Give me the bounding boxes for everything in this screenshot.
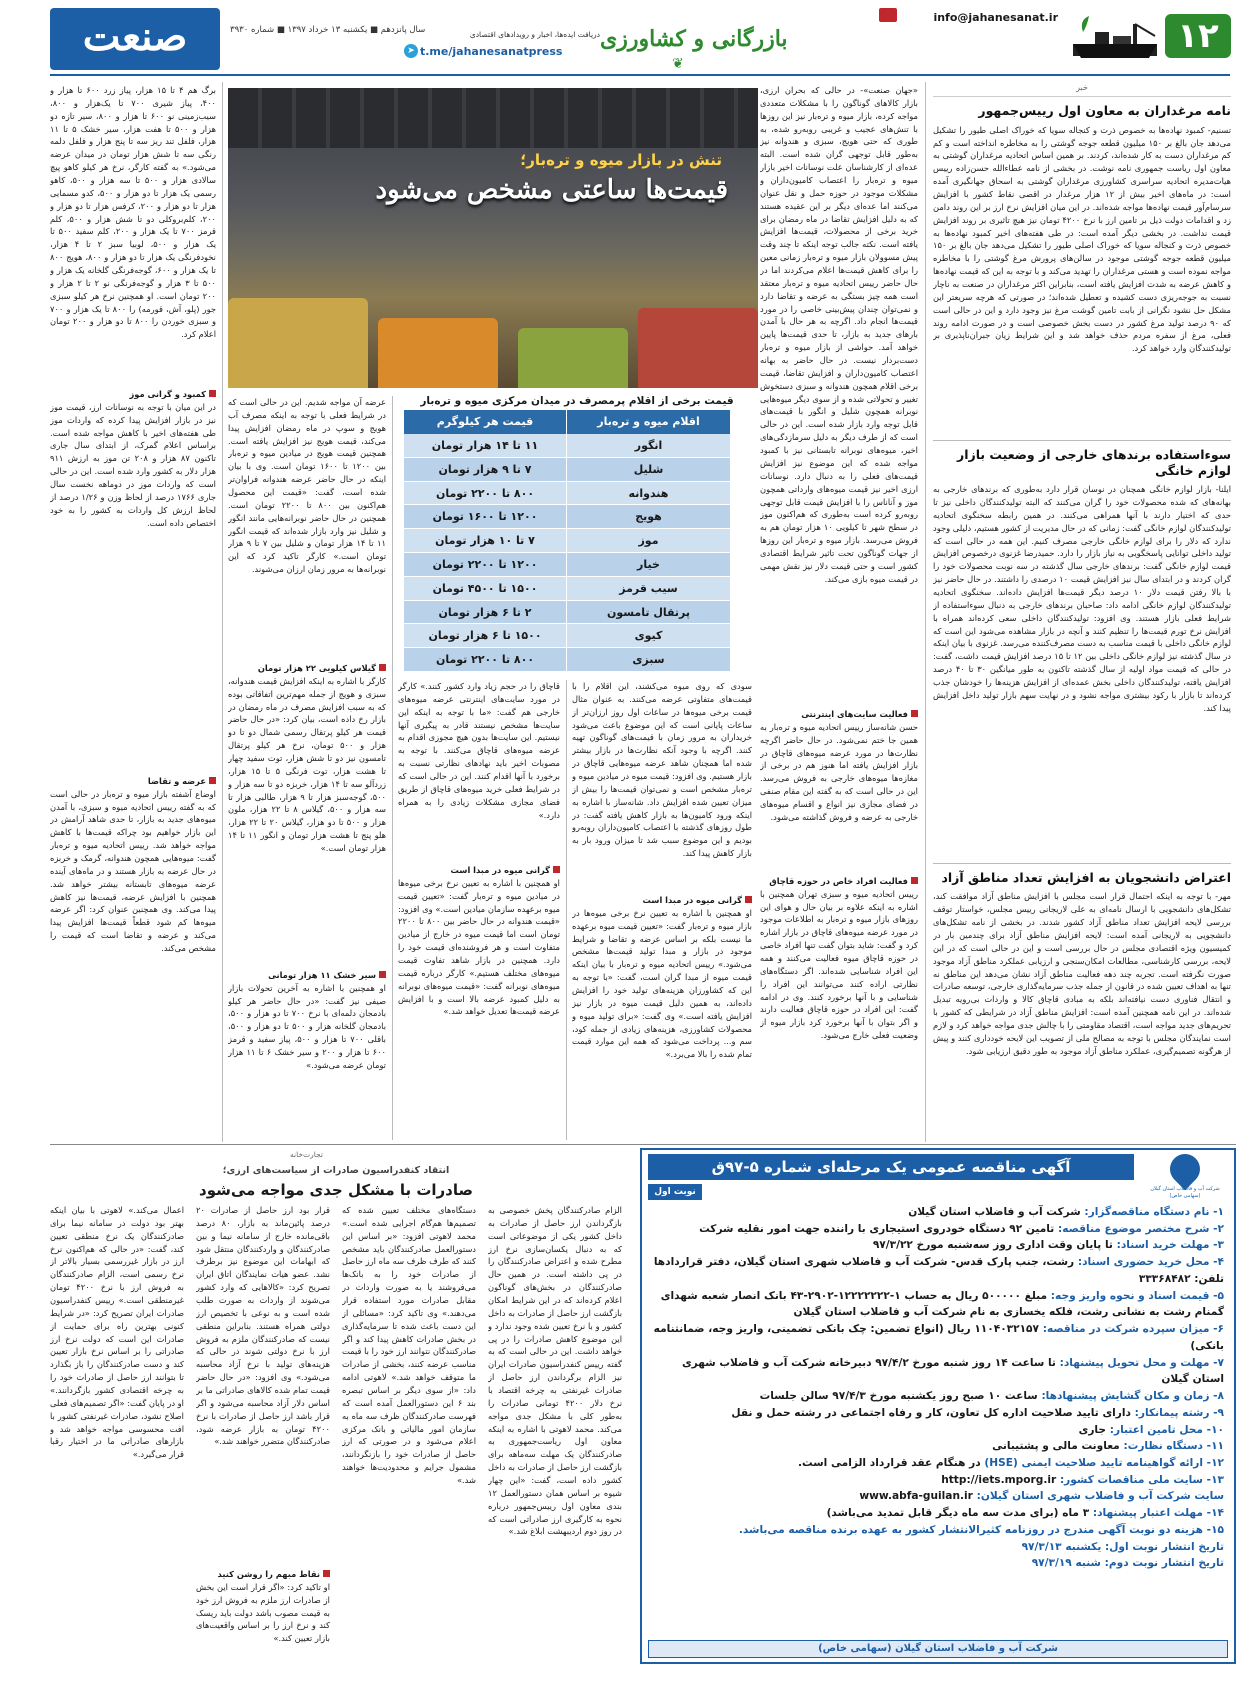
photo-fruit-stack [518,328,628,388]
news-title-2: سوءاستفاده برندهای خارجی از وضعیت بازار لوازم خانگی [957,446,1231,478]
price-table-header [404,410,730,434]
tender-item-value: جاری [1078,1423,1107,1436]
article-subhead: گرانی میوه در مبدا است [398,864,560,877]
article-text: رییس اتحادیه میوه و سبزی تهران همچنین با اشاره به اینکه علاوه بر بیان حال و هوای این روزهای بازار میوه و تره‌بار به اطلاعات موجود در مورد عرضه میوه‌های قاچاق در بازار اشاره کرد و گفت: شاید بتوان گفت تنها افراد خاصی در حوزه قاچاق میوه فعالیت می‌کنند و همه این افراد شناسایی شده‌اند. اگر دستگاه‌های نظارتی اراده کنند می‌توانند این افراد را شناسایی و با آنها برخورد کنند. وی در ادامه گفت: این افراد در حوزه قاچاق فعالیت دارند و اگر بتوان با آنها برخورد کرد بازار میوه از وضعیت فعلی خارج می‌شود. [760,888,918,1041]
tender-item-key: ۱۲- ارائه گواهینامه تایید صلاحیت ایمنی (HSE) [984,1457,1224,1470]
section-title: بازرگانی و کشاورزی [600,26,788,52]
issue-line: سال پانزدهم ■ یکشنبه ۱۳ خرداد ۱۳۹۷ ■ شماره ۳۹۳۰ [230,25,426,35]
article-subhead: سیر خشک ۱۱ هزار تومانی [228,969,386,982]
tender-item-key: ۷- مهلت و محل تحویل پیشنهاد: [1059,1356,1224,1369]
tender-title: آگهی مناقصه عمومی یک مرحله‌ای شماره ۵-۹۷ق [648,1154,1134,1180]
price-table [404,410,730,672]
water-company-logo [1142,1154,1228,1200]
tender-item [652,1522,1224,1539]
article-text: در این میان با توجه به نوسانات ارز، قیمت موز نیز در بازار افزایش پیدا کرده که واردات موز طی هفته‌های اخیر با کاهش مواجه شده است. براساس اعلام گمرک، از ابتدای سال جاری تاکنون ۸۷ هزار و ۲۰۸ تن موز به ارزش ۹۱۱ هزار دلار به کشور وارد شده است. این در حالی است که واردات موز در دوماهه نخست سال جاری ۱۷۶۶ درصد از لحاظ وزن و ۱/۲۶ درصد از لحاظ ارزش کل واردات به کشور را به خود اختصاص داده است. [50,401,216,528]
photo-fruit-stack [378,318,498,388]
tender-item-value: تا ساعت ۱۴ روز شنبه مورخ ۹۷/۴/۲ دبیرخانه شرکت آب و فاضلاب شهری استان گیلان [681,1356,1224,1386]
market-photo [228,88,758,388]
divider [933,863,1231,864]
article-column-4 [228,396,386,1140]
water-drop-icon [1164,1148,1206,1190]
tender-item [652,1405,1224,1422]
price-item: هویج [635,510,662,524]
export-tag: تجارت‌خانه [290,1150,323,1159]
photo-fruit-stack [638,308,758,388]
page-header [0,0,1253,76]
tender-item-key: ۱۳- سایت ملی مناقصات کشور: [1059,1473,1224,1486]
news-title-1: نامه مرغداران به معاون اول رییس‌جمهور [978,103,1231,119]
price-item: موز [638,534,659,548]
logo-caption: شرکت آب و فاضلاب استان گیلان (سهامی خاص) [1150,1186,1220,1200]
tender-item-value: تامین ۹۲ دستگاه خودروی استیجاری با راننده جهت امور نقلیه شرکت [699,1222,1055,1235]
photo-roof [228,88,758,148]
price-value: ۸۰۰ تا ۲۲۰۰ تومان [404,648,567,671]
tender-item [652,1438,1224,1455]
divider [933,440,1231,441]
column-rule [925,82,926,1142]
tender-item-key: ۱۱- دستگاه نظارت: [1123,1440,1224,1453]
photo-fruit-stack [228,298,368,388]
tender-item [652,1321,1224,1354]
square-bullet-icon [379,971,386,978]
tender-item-key: ۱۵- هزینه دو نوبت آگهی مندرج در روزنامه کثیرالانتشار کشور به عهده برنده مناقصه می‌باشد. [738,1523,1224,1536]
article-text: اوضاع آشفته بازار میوه و تره‌بار در حالی است که به گفته رییس اتحادیه میوه و سبزی، با آمدن میوه‌های جدید به بازار، تا حدی شاهد آرامش در این بازار خواهیم بود چراکه قیمت‌ها با کاهش مواجه خواهد شد. رییس اتحادیه میوه و تره‌بار گفت: میوه‌هایی همچون هندوانه، گرمک و خربزه در حال عرضه به بازار هستند و در ماه‌های آینده عرضه میوه‌های تابستانه بیشتر خواهد شد. همچنین با افزایش عرضه، قیمت‌ها نیز کاهش پیدا می‌کند. وی همچنین عنوان کرد: اگر عرضه میوه‌ها کم شود قطعاً قیمت‌ها افزایش پیدا می‌کند و عرضه و تقاضا است که قیمت را مشخص می‌کند. [50,788,216,954]
price-item: سبزی [632,653,665,667]
leaf-icon: ❦ [672,56,684,72]
article-subhead: نقاط مبهم را روشن کنید [196,1568,330,1581]
tender-item-value: معاونت مالی و پشتیبانی [992,1440,1120,1453]
column-header-price: قیمت هر کیلوگرم [404,410,567,434]
price-row [404,648,730,672]
article-text: اعمال می‌کند.» لاهوتی با بیان اینکه بهتر بود دولت در سامانه نیما برای صادرکنندگان یک نرخ منطقی تعیین کند، گفت: «در حالی که هم‌اکنون نرخ ارز در بازار غیررسمی بسیار بالاتر از نرخ رسمی است، الزام صادرکنندگان به فروش ارز با نرخ ۴۲۰۰ تومان غیرمنطقی است.» رییس کنفدراسیون صادرات ایران تصریح کرد: «در شرایط کنونی بهترین راه برای حمایت از صادرات این است که دولت نرخ ارز صادراتی را بر اساس نرخ بازار تعیین کند و دست صادرکنندگان را باز بگذارد تا بتوانند ارز حاصل از صادرات خود را به چرخه اقتصادی کشور بازگردانند.» او در پایان گفت: «اگر تصمیم‌های فعلی اصلاح نشود، صادرات غیرنفتی کشور با افت محسوسی مواجه خواهد شد و بازارهای صادراتی ما در اختیار رقبا قرار می‌گیرد.» [50,1205,184,1460]
price-item: پرتقال تامسون [606,605,691,619]
news-body-1: تسنیم- کمبود نهاده‌ها به خصوص ذرت و کنجاله سویا که خوراک اصلی طیور را تشکیل می‌دهد جان بالغ بر ۱۵۰ میلیون قطعه جوجه گوشتی را به مخاطره انداخته است و کم کم مرغداران دست به کار شده‌اند، کردند. بر همین اساس اتحادیه مرغداران گوشتی به معاون اول ریاست جمهوری نامه نوشت. در بخشی از نامه عطاءالله حسن‌زاده رییس هیات‌مدیره اتحادیه سراسری کشاورزی مرغداران گوشتی به اسحاق جهانگیری آمده است: در ماه‌های اخیر بیش از ۱۲ هزار مرغدار در اقصی نقاط کشور با افزایش سرسام‌آور قیمت نهاده‌ها مواجه شده‌اند. در این میان افزایش نرخ ارز بر این روند دامن زد و اقدامات دولت ذیل بر تامین ارز با نرخ ۴۲۰۰ تومان نیز هیچ تاثیری بر روند افزایش قیمت نداشت. در بخشی دیگر آمده است: در طی هفته‌های اخیر کمبود نهاده‌ها به خصوص ذرت و کنجاله سویا که خوراک اصلی طیور را تشکیل می‌دهد جان بالغ بر ۱۵۰ میلیون قطعه جوجه گوشتی موجود در سالن‌های پرورش مرغ گوشتی را با مخاطره مواجه نموده است و هستی مرغداران را تهدید می‌کند و با توجه به این که قیمت نهاده‌ها و کاهش عرضه به شدت افزایش یافته است، بنابراین اکثر مرغداران در صنعت به ناچار نسبت به جوجه‌ریزی دست کشیده و تعطیل شده‌اند؛ در صورتی که هرچه سریعتر این مشکل حل نشود نگرانی از بابت تامین گوشت مرغ نیز وجود دارد و این در حالی است که ۹۰ درصد تولید مرغ کشور در دست بخش خصوصی است و در صورت ادامه روند فعلی، مرغ از سفره مردم حذف خواهد شد و این شرایط زیان جبران‌ناپذیری بر تولیدکنندگان وارد خواهد کرد. [933,124,1231,354]
article-text: دستگاه‌های مختلف تعیین شده که تصمیم‌ها هم‌گام اجرایی شده است.» محمد لاهوتی افزود: «بر اساس این دستورالعمل صادرکنندگان باید مشخص کنند که طرف ظرف سه ماه ارز حاصل از صادرات خود را به بانک‌ها می‌فروشند یا به صورت واردات در مقابل صادرات مورد استفاده قرار می‌دهند.» وی تاکید کرد: «مسائلی از این دست باعث شده تا سرمایه‌گذاری در بخش صادرات کاهش پیدا کند و اگر صادرکنندگان نتوانند ارز خود را با قیمت مناسب عرضه کنند، بخشی از صادرات ما متوقف خواهد شد.» لاهوتی ادامه داد: «از سوی دیگر بر اساس تبصره بند ۶ این دستورالعمل آمده است که فهرست صادرکنندگان ظرف سه ماه به سازمان امور مالیاتی و بانک مرکزی اعلام می‌شود و در صورتی که ارز حاصل از صادرات خود را بازنگردانند، مشمول جرایم و محدودیت‌ها خواهند شد.» [342,1205,476,1486]
tender-item-key: ۱۴- مهلت اعتبار پیشنهاد: [1092,1507,1224,1520]
tender-item-key: ۸- زمان و مکان گشایش پیشنهادها: [1041,1390,1224,1403]
square-bullet-icon [553,866,560,873]
price-row [404,553,730,577]
article-text: برگ هم ۴ تا ۱۵ هزار، پیاز زرد ۶۰۰ تا هزار و ۴۰۰، پیاز شیری ۷۰۰ تا یک‌هزار و ۸۰۰، سیب‌زمینی نو ۶۰۰ تا هزار و ۸۰۰، سیر تازه دو هزار و ۵۰۰ تا هفت هزار، سیر خشک ۵ تا ۱۱ هزار، فلفل تند ریز سه تا پنج هزار و فلفل دلمه رنگی سه تا شش هزار تومان در میدان عرضه می‌شود.» به گفته کارگر، نرخ هر کیلو کاهو پیچ سالادی هزار و ۵۰۰ تا سه هزار و ۵۰۰، کاهو رسمی یک هزار تا دو هزار و ۵۰۰، کدو مسمایی هزار تا دو هزار و ۲۰۰، کرفس هزار تا دو هزار و ۲۰۰، کلم‌بروکلی دو تا شش هزار و ۵۰۰، کلم قرمز ۷۰۰ تا یک هزار و ۲۰۰، کلم سفید ۵۰۰ تا یک هزار و ۵۰۰، لوبیا سبز ۲ تا ۴ هزار، نخودفرنگی یک هزار تا دو هزار و ۸۰۰، هویج ۸۰۰ تا یک هزار و ۶۰۰، گوجه‌فرنگی گلخانه یک هزار و ۵۰۰ تا ۳ هزار و گوجه‌فرنگی نو ۲ تا ۲ هزار و ۲۰۰ تومان است. او همچنین نرخ هر کیلو سبزی جور (پلو، آش، قورمه) را ۸۰۰ تا یک هزار و ۷۰۰ و سبزی خوردن را ۸۰۰ تا دو هزار و ۲۰۰ تومان اعلام کرد. [50,85,216,340]
tender-item-key: ۵- قیمت اسناد و نحوه واریز وجه: [1050,1289,1224,1302]
price-item: کیوی [634,629,663,643]
news-body-3: مهر- با توجه به اینکه احتمال قرار است مجلس با افزایش مناطق آزاد موافقت کند، تشکل‌های دانشجویی با ارسال نامه‌ای به علی لاریجانی رییس مجلس، خواستار توقف بررسی لایحه افزایش تعداد مناطق آزاد کشور شدند. در بخشی از نامه تشکل‌های دانشجویی به لاریجانی آمده است: لایحه افزایش مناطق آزاد برای چندمین بار در کمیسیون ویژه اقتصادی مجلس در حال بررسی است و این در حالی است که در این لایحه، بررسی کارشناسی، مطالعات امکان‌سنجی و ارزیابی عملکرد مناطق آزاد موجود صورت نگرفته است. تجربه چند دهه فعالیت مناطق آزاد نشان می‌دهد این مناطق نه تنها به اهداف تعیین شده در قانون از جمله جذب سرمایه‌گذاری خارجی، توسعه صادرات و انتقال فناوری دست نیافته‌اند بلکه به مبادی قاچاق کالا و واردات بی‌رویه تبدیل شده‌اند. در این نامه همچنین آمده است: افزایش مناطق آزاد در شرایطی که کشور با تحریم‌های جدید مواجه است، اقتصاد مقاومتی را با چالش جدی مواجه خواهد کرد و لازم است نمایندگان مجلس با توجه به مصالح ملی از تصویب این لایحه خودداری کنند و پیش از هرگونه تصمیم‌گیری، عملکرد مناطق آزاد موجود به طور دقیق ارزیابی شود. [933,891,1231,1056]
tender-item [652,1388,1224,1405]
telegram-link[interactable]: t.me/jahanesanatpress [420,45,563,58]
article-text: قرار بود ارز حاصل از صادرات ۲۰ درصد پائین‌ماند به بازار، ۸۰ درصد باقی‌مانده خارج از سامانه نیما و بین صادرکنندگان و واردکنندگان منتقل شود که ابهامات این موضوع نیز برطرف نشد. عضو هیات نمایندگان اتاق ایران تصریح کرد: «کالاهایی که وارد کشور می‌شوند از واردات به صورت طلب شده است و به نوعی با تخصیص ارز دولتی همراه هستند. بنابراین منطقی نیست که صادرکنندگان ملزم به فروش ارز با نرخ دولتی شوند در حالی که هزینه‌های تولید با نرخ آزاد محاسبه می‌شود.» وی افزود: «در حال حاضر قیمت تمام شده کالاهای صادراتی ما بر اساس دلار آزاد محاسبه می‌شود و اگر قرار باشد ارز حاصل از صادرات با نرخ ۴۲۰۰ تومان به بازار عرضه شود، صادرکنندگان متضرر خواهند شد.» [196,1205,330,1447]
square-bullet-icon [911,877,918,884]
tender-item-key: سایت شرکت آب و فاضلاب شهری استان گیلان: [976,1490,1224,1503]
article-subhead: فعالیت افراد خاص در حوزه قاچاق [760,875,918,888]
tender-item [652,1422,1224,1439]
export-column-1 [488,1204,622,1660]
tender-item [652,1488,1224,1505]
export-article [50,1148,622,1660]
price-value: ۱۵۰۰ تا ۴۵۰۰ تومان [404,577,567,600]
article-text: او همچنین با اشاره به تعیین نرخ برخی میوه‌ها در بازار میوه و تره‌بار گفت: «تعیین قیمت میوه برعهده ما نیست بلکه بر اساس عرضه و تقاضا و شرایط موجود در بازار و مبدا تولید قیمت‌ها مشخص می‌شود.» رییس اتحادیه میوه و تره‌بار با بیان اینکه قیمت میوه از مبدا گران است، گفت: «با توجه به این که کشاورزان هزینه‌های تولید خود را افزایش داده‌اند، به همین دلیل قیمت میوه در بازار نیز افزایش یافته است.» وی گفت: «برای تولید میوه و محصولات کشاورزی، هزینه‌های زیادی از جمله کود، سم و... پرداخت می‌شود که همه این موارد قیمت تمام شده را بالا می‌برد.» [572,907,752,1060]
article-column-3 [398,680,560,1140]
article-text: سودی که روی میوه می‌کشند، این اقلام را با قیمت‌های متفاوتی عرضه می‌کنند. به عنوان مثال قیمت برخی میوه‌ها در ساعات اول روز ارزان‌تر از ساعات پایانی است که این موضوع باعث می‌شود خریداران به مرور زمان با قیمت‌های گوناگون تهیه کنند. اگرچه با وجود آنکه نظارت‌ها در بازار بیشتر شده اما همچنان شاهد عرضه میوه‌هایی قاچاق در بازار هستیم. وی افزود: قیمت میوه در میادین میوه و تره‌بار مشخص است و نمی‌توان قیمت‌ها را بیش از میزان تعیین شده افزایش داد. شانه‌ساز با اشاره به اینکه ورود کامیون‌ها به بازار کاهش یافته گفت: در طول روزهای گذشته با اعتصاب کامیون‌داران روبه‌رو بودیم و این موضوع سبب شد تا میزان ورود بار به بازار کاهش پیدا کند. [572,681,752,859]
article-subhead: عرضه و تقاضا [50,775,216,788]
article-text: او تاکید کرد: «اگر قرار است این بخش از صادرات ارز ملزم به فروش ارز خود به قیمت مصوب باشد دولت باید ریسک کند و نرخ ارز را بر اساس واقعیت‌های بازار تعیین کند.» [196,1581,330,1644]
export-column-2 [342,1204,476,1660]
price-row [404,482,730,506]
news-label: خبر [933,82,1231,97]
tender-turn: نوبت اول [648,1184,702,1200]
tender-item [652,1472,1224,1489]
tender-items [652,1204,1224,1572]
square-bullet-icon [323,1570,330,1577]
tender-item [652,1455,1224,1472]
column-rule [566,680,567,1140]
square-bullet-icon [209,777,216,784]
price-row [404,505,730,529]
price-row [404,601,730,625]
price-table-title: قیمت برخی از اقلام پرمصرف در میدان مرکزی میوه و تره‌بار [420,395,734,407]
export-title: صادرات با مشکل جدی مواجه می‌شود [199,1181,473,1199]
article-kicker: تنش در بازار میوه و تره‌بار؛ [520,151,722,169]
tender-item-key: ۶- میزان سپرده شرکت در مناقصه: [1042,1323,1224,1336]
price-item: هندوانه [628,486,669,500]
tender-item-key: ۱۰- محل تامین اعتبار: [1109,1423,1224,1436]
square-bullet-icon [745,896,752,903]
tender-item-value: ۳ ماه (برای مدت سه ماه دیگر قابل تمدید می‌باشد) [826,1507,1090,1520]
telegram-text: دریافت ایده‌ها، اخبار و رویدادهای اقتصادی [469,30,600,39]
export-column-4 [50,1204,184,1660]
export-column-3 [196,1204,330,1660]
tender-item-key: ۲- شرح مختصر موضوع مناقصه: [1057,1222,1224,1235]
price-value: ۱۲۰۰ تا ۱۶۰۰ تومان [404,505,567,528]
tender-item-value: تا پایان وقت اداری روز سه‌شنبه مورخ ۹۷/۳/۲۲ [872,1239,1113,1252]
tender-item-key: ۹- رشته پیمانکار: [1134,1406,1224,1419]
mail-icon [879,8,897,22]
tender-item [652,1355,1224,1388]
article-text: «جهان صنعت»- در حالی که بحران ارزی، بازار کالاهای گوناگون را با مشکلات متعددی مواجه کرده، بازار میوه و تره‌بار نیز این روزها با تنش‌های عجیب و غریبی روبه‌رو شده، به طوری که حتی هویج، سبزی و هندوانه نیز به‌طور قابل توجهی گران شده است. البته عده‌ای از کارشناسان علت نوسانات اخیر بازار میوه و تره‌بار را اعتصاب کامیون‌داران و مشکلات موجود در حوزه حمل و نقل عنوان می‌کنند اما عده‌ای دیگر بر این عقیده هستند که به دلیل افزایش تقاضا در ماه رمضان برای خرید برخی از محصولات، قیمت‌ها افزایش یافته است. نکته جالب توجه اینکه تا چند وقت پیش مسوولان بازار میوه و تره‌بار زمانی معین را برای کاهش قیمت‌ها اعلام می‌کردند اما در حال حاضر رییس اتحادیه میوه و تره‌بار معتقد است همه چیز بستگی به عرضه و تقاضا دارد و نمی‌توان چندان پیش‌بینی خاصی را در مورد قیمت‌ها انجام داد. اگرچه به هر حال با آمدن بارهای جدید به بازار، تا حدی قیمت‌ها پایین خواهد آمد. حواشی از بازار میوه و تره‌بار دست‌بردار نیست. در حال حاضر به بهانه اعتصاب کامیون‌داران و افزایش تقاضا، قیمت برخی اقلام همچون هندوانه و سبزی دستخوش تغییر و تحولاتی شده و از سوی دیگر میوه‌هایی نوبرانه همچون شلیل و انگور با قیمت‌های قابل توجه وارد بازار شده است. این در حالی است که از طرف دیگر به دلیل سرمازدگی‌های اخیر، میوه‌های نوبرانه تابستانی نیز با کمبود مواجه شده که این موضوع نیز افزایش قیمت‌های فعلی را به دنبال دارد. نوسانات ارزی اخیر نیز قیمت میوه‌های وارداتی همچون موز و آناناس را با افزایش قیمت قابل توجهی روبه‌رو کرده است به‌طوری که هم‌اکنون موز در سطح شهر تا کیلویی ۱۰ هزار تومان هم به فروش می‌رسد. بازار میوه و تره‌بار این روزها از جهات گوناگون تحت تاثیر شرایط اقتصادی کشور است و حتی قیمت دلار نیز نقش مهمی در قیمت میوه بازی می‌کند. [760,85,918,584]
price-item: خیار [637,557,660,571]
tender-item-value: در هنگام عقد قرارداد الزامی است. [797,1457,981,1470]
price-value: ۱۲۰۰ تا ۲۲۰۰ تومان [404,553,567,576]
price-row [404,434,730,458]
price-value: ۱۱ تا ۱۴ هزار تومان [404,434,567,457]
price-value: ۱۵۰۰ تا ۶ هزار تومان [404,624,567,647]
price-item: انگور [634,439,663,452]
article-text: قاچاق را در حجم زیاد وارد کشور کنند.» کارگر در مورد سایت‌های اینترنتی عرضه میوه‌های خارجی هم گفت: «ما با توجه به اینکه این سایت‌ها مشخص نیستند قادر به پیگیری آنها نیستیم. این سایت‌ها بدون هیچ مجوزی اقدام به عرضه میوه‌های قاچاق می‌کنند. با توجه به مصوبات اخیر باید نهادهای نظارتی نسبت به برخورد با آنها اقدام کنند. این در حالی است که در شرایط فعلی خرید میوه‌های قاچاق از طریق فضای مجازی مشکلات زیادی را به همراه دارد.» [398,681,560,820]
article-subhead: فعالیت سایت‌های اینترنتی [760,708,918,721]
tender-item-value: مبلغ ۵۰۰۰۰۰ ریال به حساب ۱-۱۲۲۲۲۲۲۲-۲۹۰۲-۴۳ بانک انصار شعبه شهدای گمنام رشت به نشانی رشت، فلکه یخسازی به نام شرکت آب و فاضلاب استان گیلان [660,1289,1224,1319]
header-email[interactable]: info@jahanesanat.ir [933,11,1058,24]
article-text: کارگر با اشاره به اینکه افزایش قیمت هندوانه، سبزی و هویج از جمله مهم‌ترین اتفاقاتی بوده که به سبب افزایش مصرف در ماه رمضان در بازار رخ داده است، بیان کرد: «در حال حاضر قیمت هر کیلو پرتقال رسمی شمال دو تا دو هزار و ۵۰۰ تومان، نرخ هر کیلو پرتقال تامسون نیز دو تا شش هزار، توت سفید چهار تا هشت هزار، توت فرنگی ۵ تا ۱۵ هزار، زردآلو سه تا ۱۴ هزار، خربزه دو تا سه هزار و ۵۰۰، گوجه‌سبز هزار تا ۹ هزار، طالبی هزار تا سه هزار و ۵۰۰، گیلاس ۸ تا ۲۲ هزار، ملون هزار و ۵۰۰ تا دو هزار، گیلاس ۲۰ تا ۲۲ هزار، هلو پنج تا هشت هزار تومان و انگور ۱۱ تا ۱۴ هزار تومان است.» [228,675,386,854]
price-row [404,529,730,553]
price-item: شلیل [633,462,664,476]
tender-item [652,1204,1224,1221]
article-column-5 [50,84,216,1140]
tender-item [652,1555,1224,1572]
tender-item-value: دارای تایید صلاحیت اداره کل تعاون، کار و رفاه اجتماعی در رشته حمل و نقل [731,1406,1131,1419]
tender-item-value: شرکت آب و فاضلاب استان گیلان [908,1206,1081,1218]
price-value: ۷ تا ۹ هزار تومان [404,458,567,481]
section-rule [50,1144,1236,1145]
price-value: ۷ تا ۱۰ هزار تومان [404,529,567,552]
price-row [404,458,730,482]
news-title-3: اعتراض دانشجویان به افزایش تعداد مناطق آزاد [941,870,1231,886]
tender-item [652,1221,1224,1238]
tender-item [652,1288,1224,1321]
price-value: ۲ تا ۶ هزار تومان [404,601,567,624]
tender-item-key: تاریخ انتشار نوبت اول: یکشنبه ۹۷/۳/۱۳ [1021,1540,1224,1553]
article-subhead: گرانی میوه در مبدا است [572,894,752,907]
article-text: حسن شانه‌ساز رییس اتحادیه میوه و تره‌بار به همین جا ختم نمی‌شود. در حال حاضر اگرچه نظارت‌ها در مورد عرضه میوه‌های قاچاق در بازار افزایش یافته اما هنوز هم در برخی از مغازه‌ها میوه‌های خارجی به فروش می‌رسد. این در حالی است که به گفته این مقام صنفی در فضای مجازی نیز انواع و اقسام میوه‌های خارجی به عرضه و فروش گذاشته می‌شود. [760,721,918,822]
tender-item [652,1505,1224,1522]
column-rule [222,82,223,1142]
tender-item [652,1539,1224,1556]
article-subhead: کمبود و گرانی موز [50,388,216,401]
tender-ad [640,1148,1236,1664]
tender-footer: شرکت آب و فاضلاب استان گیلان (سهامی خاص) [648,1640,1228,1658]
article-text: او همچنین با اشاره به آخرین تحولات بازار صیفی نیز گفت: «در حال حاضر هر کیلو بادمجان دلمه‌ای با نرخ ۷۰۰ تا دو هزار و ۵۰۰، بادمجان گلخانه هزار و ۵۰۰ تا دو هزار و ۵۰۰، باقلی ۷۰۰ تا هزار و ۵۰۰، پیاز سفید و قرمز ۶۰۰ تا هزار و ۲۰۰ و سیر خشک ۶ تا ۱۱ هزار تومان عرضه می‌شود.» [228,982,386,1070]
tender-item-key: ۳- مهلت خرید اسناد: [1116,1239,1224,1252]
article-subhead: گیلاس کیلویی ۲۲ هزار تومان [228,662,386,675]
tender-item-value: ساعت ۱۰ صبح روز یکشنبه مورخ ۹۷/۴/۳ سالن جلسات [759,1390,1038,1403]
page-number: ۱۲ [1165,14,1231,58]
export-kicker: انتقاد کنفدراسیون صادرات از سیاست‌های ارزی؛ [222,1165,450,1176]
article-column-2 [572,680,752,1140]
article-text: الزام صادرکنندگان پخش خصوصی به بازگرداندن ارز حاصل از صادرات به داخل کشور یکی از موضوعاتی است که به دنبال یکسان‌سازی نرخ ارز مطرح شده و اعتراض صادرکنندگان را در پی داشته است. در همین حال صادرکنندگان در بخش‌های گوناگون اعلام کرده‌اند که در این شرایط امکان بازگشت ارز حاصل از صادرات به داخل کشور و با نرخ تعیین شده وجود ندارد و این موضوع کاهش صادرات را در پی خواهد داشت. این در حالی است که به گفته رییس کنفدراسیون صادرات ایران نیز الزام برگرداندن ارز حاصل از صادرات غیرنفتی به چرخه اقتصاد با نرخ دلار ۴۲۰۰ تومانی صادرات را به‌طور کلی با مشکل جدی مواجه می‌کند. محمد لاهوتی با اشاره به اینکه معاون اول ریاست‌جمهوری به صادرکنندگان یک مهلت سه‌ماهه برای بازگشت ارز حاصل از صادرات به داخل کشور داده است، گفت: «این چهار شیوه بر اساس همان دستورالعمل ۱۲ بندی معاون اول رییس‌جمهور درباره نحوه به کارگیری ارز صادراتی است که در روز دوم اردیبهشت ابلاغ شد.» [488,1205,622,1537]
tender-item-value: رشت، جنب پارک قدس- شرکت آب و فاضلاب شهری استان گیلان، دفتر قراردادها تلفن: ۳۳۳۶۸۴۸۲ [653,1256,1224,1285]
telegram-icon: ➤ [404,44,418,58]
cargo-ship-icon [1069,14,1161,62]
news-body-2: ایلنا- بازار لوازم خانگی همچنان در نوسان قرار دارد به‌طوری که برندهای خارجی به بهانه‌های که شده محصولات خود را گران می‌کنند که البته تولیدکنندگان داخلی نیز تا حدی که اختیار دارند با آنها همراهی می‌کنند. در همین رابطه سخنگوی اتحادیه تولیدکنندگان لوازم خانگی گفت: زمانی که در حال مدیریت از کشور هستیم، دلیلی وجود ندارد که دلار را برای لوازم خانگی خارجی مصرف کنیم. این همه در حالی است که تولید داخلی توانایی پاسخگویی به نیاز بازار را دارد. حمیدرضا غزنوی درخصوص افزایش قیمت لوازم خانگی گفت: برندهای خارجی سال گذشته در سه نوبت محصولات خود را گران کردند و در ابتدای سال نیز افزایش قیمت ۱۰ درصدی را داشتند. در حال حاضر نیز با بالا رفتن قیمت دلار ۱۰ درصد دیگر قیمت‌ها افزایش داده‌اند. سخنگوی اتحادیه تولیدکنندگان لوازم خانگی ادامه داد: صاحبان برندهای خارجی به دنبال سوءاستفاده از شرایط فعلی بازار هستند. وی افزود: تولیدکنندگان داخلی سعی کرده‌اند همراه با افزایش نرخ تورم قیمت‌ها را تنظیم کنند و آنچه در بازار مشاهده می‌شود این است که لوازم خانگی داخلی با قیمت مناسب به دست مصرف‌کننده می‌رسد. غزنوی با بیان اینکه در سال گذشته نیز لوازم خانگی داخلی بین ۱۲ تا ۱۵ درصد افزایش قیمت داشت، گفت: در حالی که قیمت مواد اولیه از سال گذشته تاکنون به طور میانگین ۳۰ تا ۴۰ درصد افزایش یافته، تولیدکنندگان داخلی بخش عمده‌ای از افزایش هزینه‌ها را خودشان جذب کرده‌اند تا بازار با رکود بیشتری مواجه نشود و در نهایت سهم بازار تولید داخل افزایش پیدا کند. [933,484,1231,713]
tender-item-value[interactable]: http://iets.mporg.ir [941,1473,1057,1486]
price-item: سیب قرمز [619,581,678,595]
tender-item [652,1237,1224,1254]
price-row [404,577,730,601]
tender-item-key: ۱- نام دستگاه مناقصه‌گزار: [1084,1206,1224,1218]
square-bullet-icon [379,664,386,671]
news-column [933,82,1231,1142]
header-rule [50,74,1230,76]
tender-item-key: تاریخ انتشار نوبت دوم: شنبه ۹۷/۳/۱۹ [1031,1557,1224,1570]
square-bullet-icon [209,390,216,397]
newspaper-logo: صنعت [50,8,220,70]
article-title: قیمت‌ها ساعتی مشخص می‌شود [375,175,728,205]
tender-item-value: ۱۱۰۴۰۳۲۱۵۷ ریال (انواع تضمین: چک بانکی تضمینی، واریز وجه، ضمانتنامه بانکی) [653,1323,1224,1352]
price-row [404,624,730,648]
article-text: او همچنین با اشاره به تعیین نرخ برخی میوه‌ها در میادین میوه و تره‌بار گفت: «تعیین قیمت میوه برعهده سازمان میادین است.» وی افزود: «قیمت هندوانه در حال حاضر بین ۸۰۰ تا ۲۲۰۰ تومان است اما قیمت میوه در خارج از میادین متفاوت است و هر فروشنده‌ای قیمت خود را دارد. همچنین در بازار شاهد تفاوت قیمت میوه‌های مختلف هستیم.» کارگر درباره قیمت میوه‌های نوبرانه گفت: «قیمت میوه‌های نوبرانه به دلیل کمبود عرضه بالا است و با افزایش عرضه قیمت‌ها تعدیل خواهد شد.» [398,877,560,1017]
tender-item [652,1254,1224,1287]
article-text: عرضه آن مواجه شدیم. این در حالی است که در شرایط فعلی با توجه به اینکه مصرف آب هویج و سوپ در ماه رمضان افزایش پیدا می‌کند، قیمت هویج نیز افزایش یافته است. همچنین قیمت هویج در میادین میوه و تره‌بار بین ۱۲۰۰ تا ۱۶۰۰ تومان است. وی با بیان اینکه در حال حاضر عرضه هندوانه فراوان‌تر شده است، گفت: «قیمت این محصول هم‌اکنون بین ۸۰۰ تا ۲۲۰۰ تومان است. همچنین در حال حاضر نوبرانه‌هایی مانند انگور و شلیل نیز وارد بازار شده‌اند که قیمت انگور ۱۱ تا ۱۴ هزار تومان و شلیل بین ۷ تا ۹ هزار تومان است.» کارگر تاکید کرد که این نوبرانه‌ها به مرور زمان ارزان می‌شوند. [228,397,386,575]
column-header-item: اقلام میوه و تره‌بار [597,415,700,428]
column-rule [392,396,393,1140]
price-value: ۸۰۰ تا ۲۲۰۰ تومان [404,482,567,505]
tender-item-key: ۴- محل خرید حضوری اسناد: [1077,1256,1224,1269]
square-bullet-icon [911,710,918,717]
tender-item-value[interactable]: www.abfa-guilan.ir [859,1490,973,1503]
article-column-1 [760,84,918,1140]
